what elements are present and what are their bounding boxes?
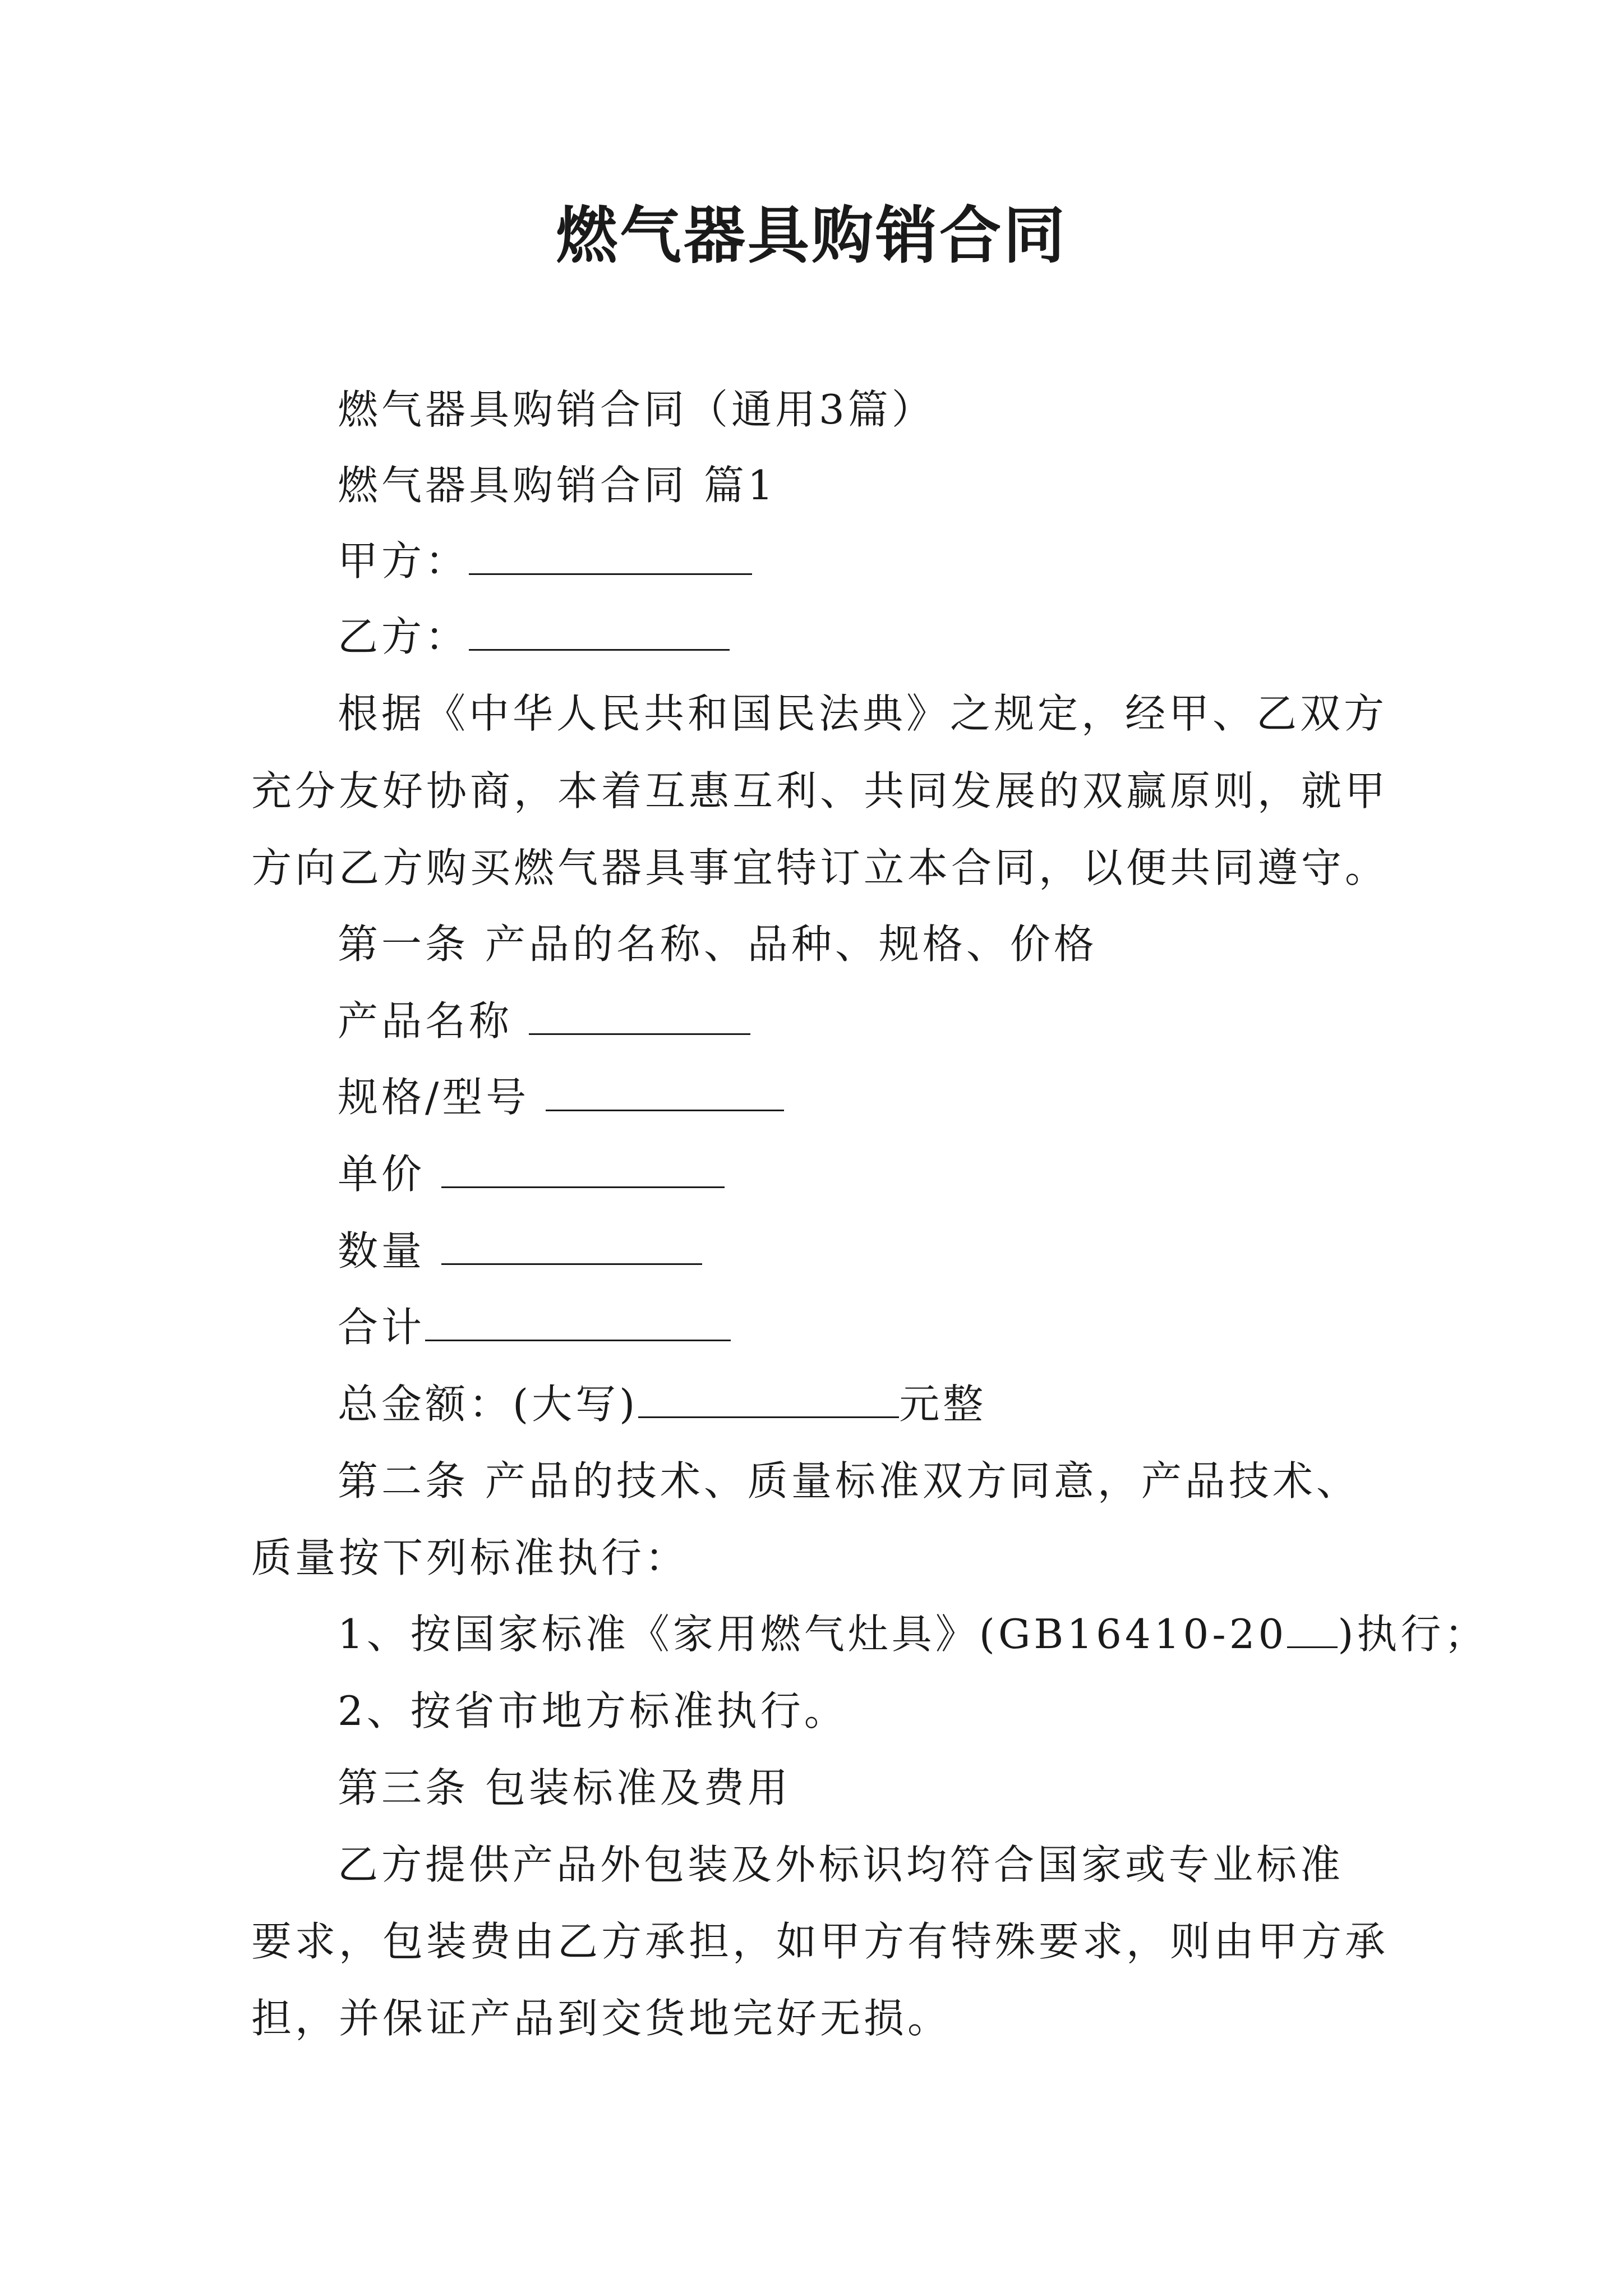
standard-1-line [338,1606,1488,1662]
article-3-line-2: 要求，包装费由乙方承担，如甲方有特殊要求，则由甲方承 [251,1918,1389,1965]
article-2-line-1: 第二条 产品的技术、质量标准双方同意，产品技术、 [338,1457,1360,1504]
party-a-label: 甲方： [338,537,469,585]
article-3-line-1: 乙方提供产品外包装及外标识均符合国家或专业标准 [338,1841,1344,1888]
document-title: 燃气器具购销合同 [556,199,1067,272]
party-a-blank [469,539,752,575]
unit-price-label: 单价 [338,1151,426,1198]
spec-line [338,1069,784,1125]
standard-1-suffix: )执行； [1338,1611,1488,1658]
section-heading: 燃气器具购销合同 篇1 [338,462,777,509]
unit-price-blank [441,1152,725,1188]
standard-2-line: 2、按省市地方标准执行。 [338,1687,848,1734]
subtotal-line [338,1299,731,1355]
total-blank [638,1382,899,1418]
product-name-label: 产品名称 [338,997,513,1045]
product-name-line [338,993,750,1049]
intro-paragraph-line-3: 方向乙方购买燃气器具事宜特订立本合同，以便共同遵守。 [251,844,1389,891]
spec-label: 规格/型号 [338,1074,530,1121]
document-subtitle: 燃气器具购销合同（通用3篇） [338,386,935,433]
article-3-heading: 第三条 包装标准及费用 [338,1764,791,1811]
total-suffix: 元整 [899,1381,987,1428]
quantity-label: 数量 [338,1227,426,1274]
total-amount-line [338,1376,986,1432]
article-2-line-2: 质量按下列标准执行： [251,1534,689,1581]
spec-blank [546,1075,784,1111]
party-b-line [338,609,730,665]
intro-paragraph-line-1: 根据《中华人民共和国民法典》之规定，经甲、乙双方 [338,690,1388,737]
article-3-line-3: 担，并保证产品到交货地完好无损。 [251,1995,952,2042]
party-b-label: 乙方： [338,613,469,660]
article-1-heading: 第一条 产品的名称、品种、规格、价格 [338,921,1098,968]
party-b-blank [469,614,730,651]
unit-price-line [338,1146,725,1202]
party-a-line [338,533,752,589]
subtotal-blank [425,1305,731,1341]
intro-paragraph-line-2: 充分友好协商，本着互惠互利、共同发展的双赢原则，就甲 [251,767,1389,815]
standard-1-blank [1287,1612,1338,1648]
subtotal-label: 合计 [338,1304,426,1351]
product-name-blank [529,999,750,1035]
quantity-line [338,1223,702,1279]
quantity-blank [441,1228,702,1265]
total-label: 总金额：(大写) [338,1381,639,1428]
standard-1-prefix: 1、按国家标准《家用燃气灶具》(GB16410-20 [338,1611,1288,1658]
